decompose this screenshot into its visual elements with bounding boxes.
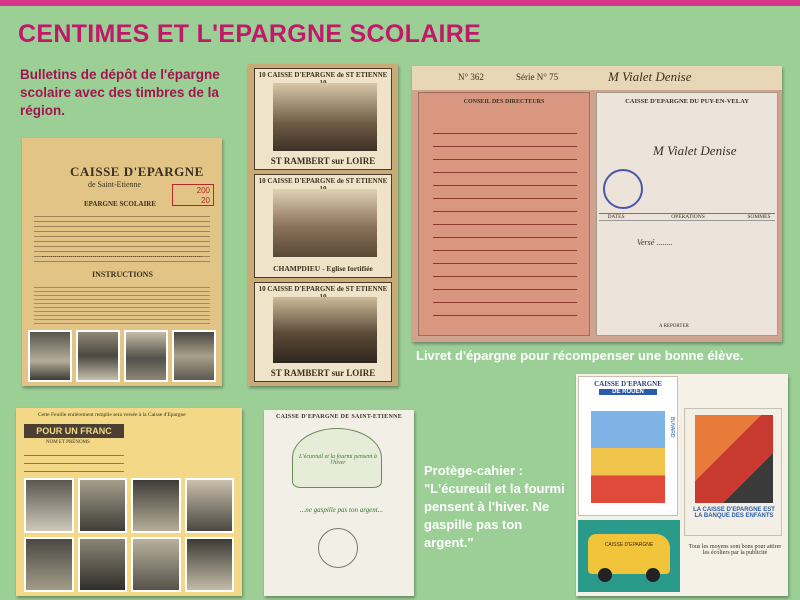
stamp-item [254,68,392,170]
livret-report: A REPORTER [659,324,689,329]
caption-livret: Livret d'épargne pour récompenser une bonne élève. [416,348,744,363]
stamp-image [273,297,377,363]
stamp-caption: ST RAMBERT sur LOIRE [270,156,376,166]
rouen-van-text: CAISSE D'EPARGNE [604,542,654,548]
livret-number: N° 362 [458,72,484,82]
pourun-name-lines [24,448,124,474]
rouen-buvard-2 [684,408,782,536]
pourun-stamp [78,537,128,592]
pourun-stamp [78,478,128,533]
protege-squirrel-illustration [318,528,358,568]
livret-name-header: M Vialet Denise [608,69,692,84]
livret-epargne-photo [412,66,782,342]
bulletin-stamp-row [28,330,216,382]
pourun-stamp [131,537,181,592]
stamp-image [273,83,377,151]
livret-left-header: CONSEIL DES DIRECTEURS [463,99,545,105]
stamp-item [254,174,392,278]
stamp-caption: CHAMPDIEU - Eglise fortifiée [273,264,373,273]
pourun-stamp-grid [24,478,234,592]
livret-serie: Série N° 75 [516,72,559,82]
caisse-rouen-buvards-photo [576,374,788,596]
rouen-van-body [588,534,670,574]
livret-col-operations: OPÉRATIONS [671,214,705,220]
bulletin-depot-photo [22,138,222,386]
pourun-stamp [185,478,235,533]
livret-left-page [418,92,590,336]
pourun-heading-box: POUR UN FRANC [24,424,124,438]
protege-cahier-photo [264,410,414,596]
pour-un-franc-sheet-photo [16,408,242,596]
pourun-top-line: Cette Feuille entièrement remplie sera versée à la Caisse d'Epargne [38,412,186,418]
bulletin-stamp-value-1: 200 [196,186,210,195]
rouen-buvard-1 [578,376,678,516]
bulletin-section: EPARGNE SCOLAIRE [84,200,157,208]
bulletin-red-stamp [172,184,214,206]
livret-operation: Versé ........ [637,238,673,247]
bulletin-instructions-label: INSTRUCTIONS [92,270,153,279]
rouen-heading: CAISSE D'EPARGNE [594,380,662,388]
rouen-banker-illustration [695,415,773,503]
rouen-city: DE ROUEN [599,389,657,395]
livret-col-dates: DATES [607,214,625,220]
page-title: CENTIMES ET L'EPARGNE SCOLAIRE [18,20,482,48]
livret-left-text [433,121,577,321]
stamp-caption: ST RAMBERT sur LOIRE [270,368,376,378]
rouen-van-wheel [598,568,612,582]
bulletin-stamp [28,330,72,382]
caption-bulletins: Bulletins de dépôt de l'épargne scolaire avec des timbres de la région. [20,67,220,118]
protege-line1: L'écureuil et la fourmi pensent à l'hiver [299,454,377,466]
pourun-stamp [185,537,235,592]
bulletin-stamp [172,330,216,382]
protege-heading: CAISSE D'EPARGNE DE SAINT-ETIENNE [275,414,403,420]
bulletin-stamp [124,330,168,382]
stamp-top-caption: 10 CAISSE D'EPARGNE de ST ETIENNE [258,71,388,79]
stamp-image [273,189,377,257]
bulletin-text-lines [34,212,210,262]
bulletin-dotted-line [42,256,202,257]
rouen-slogan: LA CAISSE D'EPARGNE EST LA BANQUE DES ENFANTS [693,507,775,519]
rouen-children-illustration [591,411,665,503]
rouen-toy-van-photo [578,520,680,592]
livret-seal-icon [603,169,643,209]
bulletin-instruction-lines [34,284,210,326]
livret-right-page [596,92,778,336]
stamp-top-caption: 10 CAISSE D'EPARGNE de ST ETIENNE [258,177,388,185]
bulletin-stamp-value-2: 20 [201,196,210,205]
bulletin-heading: CAISSE D'EPARGNE [70,164,204,179]
pourun-stamp [24,537,74,592]
stamp-item [254,282,392,382]
livret-table-header [599,214,775,221]
livret-col-sommes: SOMMES [747,214,771,220]
pourun-sub: NOM ET PRÉNOMS [46,440,90,445]
rouen-van-wheel [646,568,660,582]
livret-header-strip [412,66,782,90]
pourun-stamp [24,478,74,533]
livret-table [599,213,775,331]
bulletin-stamp [76,330,120,382]
rouen-footer: Tous les moyens sont bons pour attirer les écoliers par la publicité [688,544,782,556]
pourun-stamp [131,478,181,533]
stamp-sheet-photo [248,64,398,386]
livret-bank-name: CAISSE D'EPARGNE DU PUY-EN-VELAY [625,98,749,105]
livret-name: M Vialet Denise [653,143,737,158]
caption-protege: Protège-cahier : "L'écureuil et la fourmi pensent à l'hiver. Ne gaspille pas ton argent." [424,463,565,550]
bulletin-subheading: de Saint-Etienne [88,180,142,189]
rouen-side-label: BUVARD [669,417,675,438]
top-accent-bar [0,0,800,6]
protege-line2: ...ne gaspille pas ton argent... [300,506,383,514]
stamp-top-caption: 10 CAISSE D'EPARGNE de ST ETIENNE [258,285,388,293]
